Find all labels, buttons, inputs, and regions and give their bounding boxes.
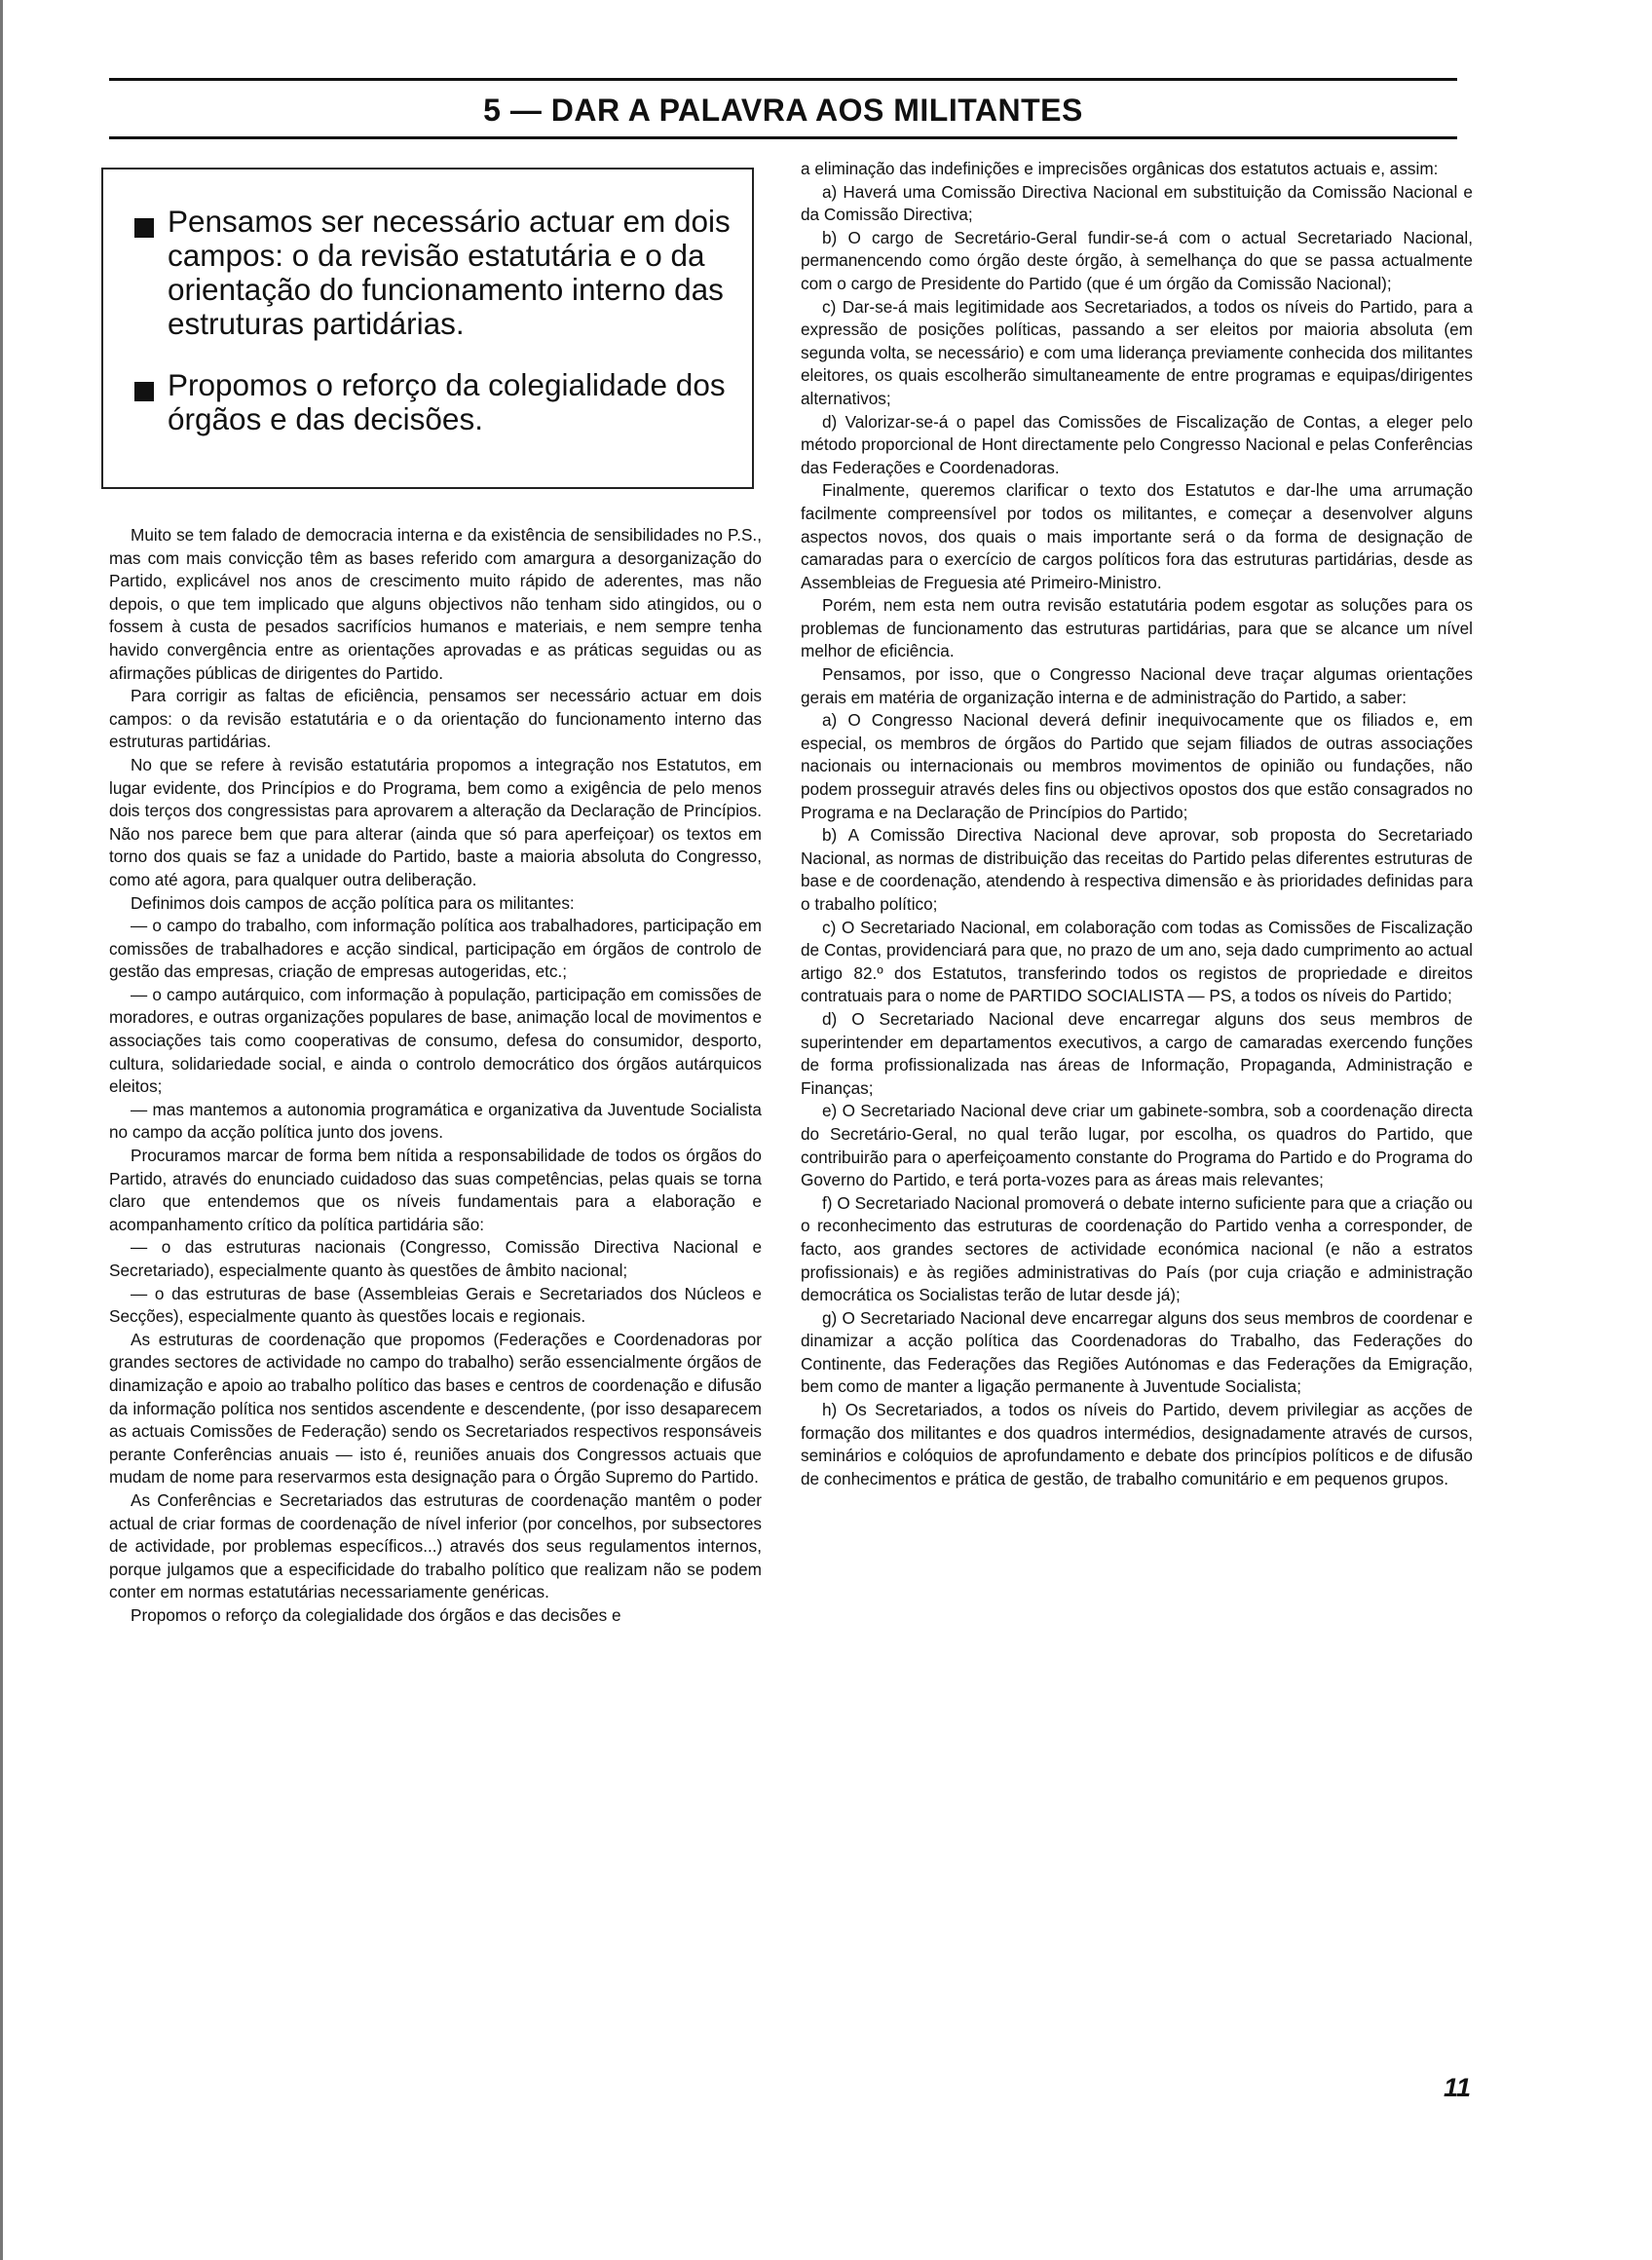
highlight-text: Propomos o reforço da colegialidade dos órgãos e das decisões. (168, 367, 726, 436)
list-item: g) O Secretariado Nacional deve encarregar alguns dos seus membros de coordenar e dinamizar a acção política das Coordenadoras do Trabalho, das Federações do Continente, das Federações das Regiões Autónomas e das Federações da Emigração, bem como de manter a ligação permanente à Juventude Socialista; (801, 1307, 1473, 1397)
square-bullet-icon (134, 382, 154, 401)
list-item: a) Haverá uma Comissão Directiva Nacional em substituição da Comissão Nacional e da Comissão Directiva; (801, 181, 1473, 225)
header-rule-top (109, 78, 1457, 81)
list-item: — o campo autárquico, com informação à população, participação em comissões de moradores, e outras organizações populares de base, animação local de movimentos e associações tais como cooperativas de consumo, defesa do consumidor, desporto, cultura, solidariedade social, e ainda o controlo democrático dos órgãos autárquicos eleitos; (109, 984, 762, 1097)
paragraph: As Conferências e Secretariados das estruturas de coordenação mantêm o poder actual de criar formas de coordenação de nível inferior (por concelhos, por subsectores de actividade, por problemas específicos...) através dos seus regulamentos internos, porque julgamos que a especificidade do trabalho político que realizam não se podem conter em normas estatutárias necessariamente genéricas. (109, 1489, 762, 1602)
left-column (109, 524, 762, 1628)
section-heading: 5 — DAR A PALAVRA AOS MILITANTES (483, 93, 1083, 128)
list-item: c) O Secretariado Nacional, em colaboração com todas as Comissões de Fiscalização de Contas, providenciará para que, no prazo de um ano, seja dado cumprimento ao actual artigo 82.º dos Estatutos, transferindo todos os registos de propriedade e direitos contratuais para o nome de PARTIDO SOCIALISTA — PS, a todos os níveis do Partido; (801, 917, 1473, 1006)
list-item: e) O Secretariado Nacional deve criar um gabinete-sombra, sob a coordenação directa do Secretário-Geral, no qual terão lugar, por escolha, os quadros do Partido, que contribuirão para o aperfeiçoamento constante do Programa do Partido e do Programa do Governo do Partido, e terá porta-vozes para as áreas mais relevantes; (801, 1101, 1473, 1190)
header-rule-bottom (109, 136, 1457, 139)
list-item: f) O Secretariado Nacional promoverá o debate interno suficiente para que a criação ou o reconhecimento das estruturas de coordenação do Partido venha a corresponder, de facto, aos grandes sectores de actividade económica nacional (e não a estratos profissionais) e às regiões administrativas do País (por cuja criação e administração democrática os Socialistas terão de lutar desde já); (801, 1192, 1473, 1305)
paragraph: Definimos dois campos de acção política para os militantes: (131, 892, 575, 913)
list-item: h) Os Secretariados, a todos os níveis do Partido, devem privilegiar as acções de formação dos militantes e dos quadros intermédios, designadamente através de cursos, seminários e colóquios de aprofundamento e debate dos princípios políticos e de difusão de conhecimentos e prática de gestão, de trabalho comunitário e em pequenos grupos. (801, 1400, 1473, 1488)
list-item: — mas mantemos a autonomia programática e organizativa da Juventude Socialista no campo da acção política junto dos jovens. (109, 1099, 762, 1143)
page-number: 11 (1443, 2073, 1471, 2102)
list-item: a) O Congresso Nacional deverá definir inequivocamente que os filiados e, em especial, os membros de órgãos do Partido que sejam filiados de outras associações nacionais ou internacionais ou membros movimentos de opinião ou fundações, não podem prosseguir através deles fins ou objectivos opostos dos que estão consagrados no Programa e na Declaração de Princípios do Partido; (801, 710, 1473, 822)
paragraph: a eliminação das indefinições e imprecisões orgânicas dos estatutos actuais e, assim: (801, 159, 1439, 178)
paragraph: Propomos o reforço da colegialidade dos órgãos e das decisões e (131, 1604, 621, 1625)
highlight-item (134, 205, 731, 341)
right-column (801, 158, 1473, 1490)
paragraph: Pensamos, por isso, que o Congresso Nacional deve traçar algumas orientações gerais em matéria de organização interna e de administração do Partido, a saber: (801, 664, 1473, 707)
square-bullet-icon (134, 218, 154, 238)
paragraph: No que se refere à revisão estatutária propomos a integração nos Estatutos, em lugar evidente, dos Princípios e do Programa, bem como a exigência de pelo menos dois terços dos congressistas para aprovarem a alteração da Declaração de Princípios. Não nos parece bem que para alterar (ainda que só para aperfeiçoar) os textos em torno dos quais se faz a unidade do Partido, baste a maioria absoluta do Congresso, como até agora, para qualquer outra deliberação. (109, 754, 762, 889)
list-item: — o das estruturas nacionais (Congresso, Comissão Directiva Nacional e Secretariado), especialmente quanto às questões de âmbito nacional; (109, 1237, 762, 1280)
list-item: d) O Secretariado Nacional deve encarregar alguns dos seus membros de superintender em departamentos executivos, a cargo de camaradas exercendo funções de forma profissionalizada nas áreas de Informação, Propaganda, Administração e Finanças; (801, 1008, 1473, 1098)
scan-edge (0, 0, 3, 2260)
list-item: — o campo do trabalho, com informação política aos trabalhadores, participação em comissões de trabalhadores e acção sindical, participação em órgãos de controlo de gestão das empresas, criação de empresas autogeridas, etc.; (109, 916, 762, 982)
highlight-item (134, 368, 731, 436)
list-item: b) O cargo de Secretário-Geral fundir-se-á com o actual Secretariado Nacional, permanencendo como órgão deste órgão, à semelhança do que se passa actualmente com o cargo de Presidente do Partido (que é um órgão da Comissão Nacional); (801, 227, 1473, 293)
list-item: c) Dar-se-á mais legitimidade aos Secretariados, a todos os níveis do Partido, para a expressão de posições políticas, passando a ser eleitos por maioria absoluta (em segunda volta, se necessário) e com uma liderança previamente conhecida dos militantes eleitores, os quais escolherão simultaneamente de entre programas e equipas/dirigentes alternativos; (801, 296, 1473, 408)
paragraph: Para corrigir as faltas de eficiência, pensamos ser necessário actuar em dois campos: o da revisão estatutária e o da orientação do funcionamento interno das estruturas partidárias. (109, 686, 762, 752)
paragraph: Finalmente, queremos clarificar o texto dos Estatutos e dar-lhe uma arrumação facilmente compreensível por todos os militantes, e começar a desenvolver alguns aspectos novos, dos quais o mais importante será o da forma de designação de camaradas para o exercício de cargos políticos fora das estruturas partidárias, desde as Assembleias de Freguesia até Primeiro-Ministro. (801, 480, 1473, 592)
list-item: — o das estruturas de base (Assembleias Gerais e Secretariados dos Núcleos e Secções), especialmente quanto às questões locais e regionais. (109, 1283, 762, 1327)
highlight-box (101, 168, 754, 489)
paragraph: Procuramos marcar de forma bem nítida a responsabilidade de todos os órgãos do Partido, através do enunciado cuidadoso das suas competências, pelas quais se torna claro que entendemos que os níveis fundamentais para a elaboração e acompanhamento crítico da política partidária são: (109, 1146, 762, 1234)
list-item: d) Valorizar-se-á o papel das Comissões de Fiscalização de Contas, a eleger pelo método proporcional de Hont directamente pelo Congresso Nacional e pelas Conferências das Federações e Coordenadoras. (801, 411, 1473, 477)
highlight-text: Pensamos ser necessário actuar em dois campos: o da revisão estatutária e o da orientação do funcionamento interno das estruturas partidárias. (168, 204, 731, 341)
paragraph: Muito se tem falado de democracia interna e da existência de sensibilidades no P.S., mas com mais convicção têm as bases referido com amargura a desorganização do Partido, explicável nos anos de crescimento muito rápido de aderentes, mas não depois, o que tem implicado que alguns objectivos não tenham sido atingidos, ou o fossem à custa de pesados sacrifícios humanos e materiais, e nem sempre tenha havido convergência entre as orientações aprovadas e as práticas seguidas ou as afirmações públicas de dirigentes do Partido. (109, 525, 762, 683)
paragraph: As estruturas de coordenação que propomos (Federações e Coordenadoras por grandes sectores de actividade no campo do trabalho) serão essencialmente órgãos de dinamização e apoio ao trabalho político das bases e centros de coordenação e difusão da informação política nos sentidos ascendente e descendente, (por isso desaparecem as actuais Comissões de Federação) sendo os Secretariados respectivos responsáveis perante Conferências anuais — isto é, reuniões anuais dos Congressos actuais que mudam de nome para reservarmos esta designação para o Órgão Supremo do Partido. (109, 1329, 762, 1488)
paragraph: Porém, nem esta nem outra revisão estatutária podem esgotar as soluções para os problemas de funcionamento das estruturas partidárias, para que se alcance um nível melhor de eficiência. (801, 595, 1473, 661)
list-item: b) A Comissão Directiva Nacional deve aprovar, sob proposta do Secretariado Nacional, as normas de distribuição das receitas do Partido pelas diferentes estruturas de base e de coordenação, atendendo à respectiva dimensão e às prioridades definidas para o trabalho político; (801, 825, 1473, 914)
